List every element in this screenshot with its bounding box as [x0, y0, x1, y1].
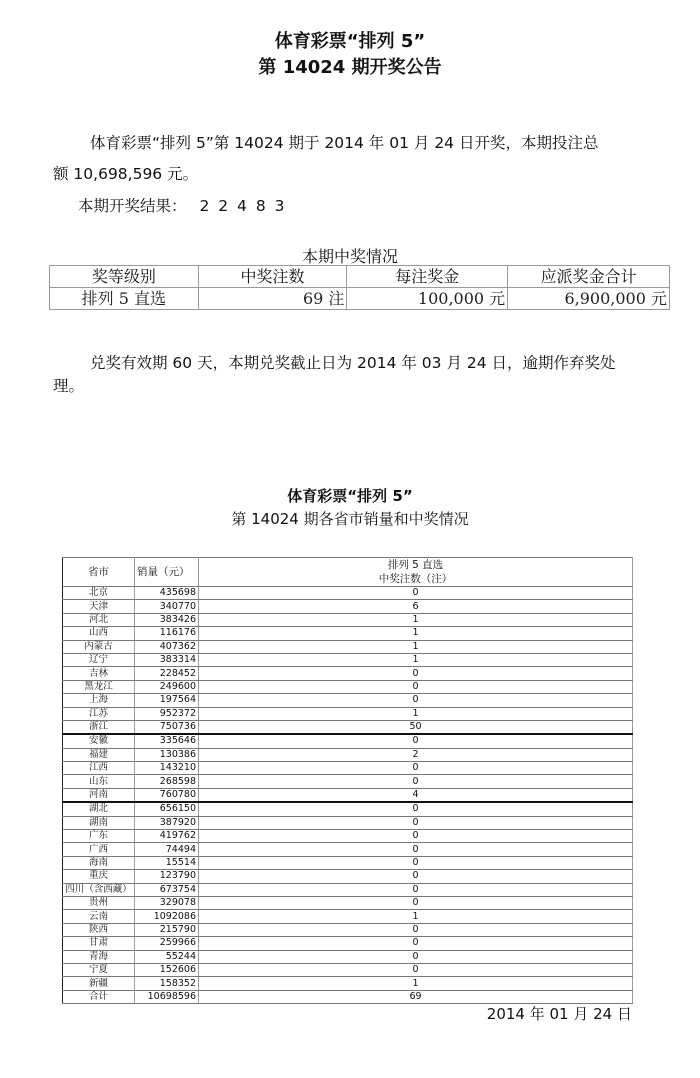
province-wins: 0: [199, 667, 633, 680]
province-wins: 0: [199, 816, 633, 829]
province-row: [63, 830, 633, 843]
province-name: 上海: [63, 694, 135, 707]
province-row: [63, 734, 633, 748]
province-name: 山西: [63, 627, 135, 640]
province-name: 安徽: [63, 734, 135, 748]
province-row: [63, 775, 633, 788]
header-level: 奖等级别: [50, 266, 199, 288]
province-sales: 383314: [135, 653, 199, 666]
province-sales: 143210: [135, 762, 199, 775]
province-wins: 69: [199, 990, 633, 1003]
province-name: 广西: [63, 843, 135, 856]
province-row: [63, 950, 633, 963]
province-name: 河南: [63, 788, 135, 802]
province-sales: 215790: [135, 923, 199, 936]
header-total: 应派奖金合计: [508, 266, 670, 288]
province-wins: 0: [199, 762, 633, 775]
header-sales: 销量（元）: [135, 558, 199, 587]
province-row: [63, 667, 633, 680]
province-row: [63, 720, 633, 734]
province-sales: 419762: [135, 830, 199, 843]
province-row: [63, 653, 633, 666]
prize-amount: 100,000 元: [347, 288, 508, 310]
province-sales: 387920: [135, 816, 199, 829]
province-row: [63, 802, 633, 816]
prize-level: 排列 5 直选: [50, 288, 199, 310]
prize-table: [49, 265, 670, 310]
province-wins: 1: [199, 640, 633, 653]
province-sales: 656150: [135, 802, 199, 816]
province-row: [63, 870, 633, 883]
province-name: 湖南: [63, 816, 135, 829]
province-sales: 340770: [135, 600, 199, 613]
prize-table-header: [50, 266, 670, 288]
announcement-date: 2014 年 01 月 24 日: [486, 1005, 632, 1023]
province-name: 青海: [63, 950, 135, 963]
header-count: 中奖注数: [198, 266, 347, 288]
province-name: 浙江: [63, 720, 135, 734]
province-row: [63, 640, 633, 653]
province-row: [63, 963, 633, 976]
province-sales: 673754: [135, 883, 199, 896]
province-wins: 0: [199, 830, 633, 843]
province-name: 天津: [63, 600, 135, 613]
province-wins: 0: [199, 883, 633, 896]
province-table-header: [63, 558, 633, 587]
prize-count: 69 注: [198, 288, 347, 310]
draw-result-numbers: 2 2 4 8 3: [199, 197, 287, 215]
province-name: 河北: [63, 613, 135, 626]
province-name: 福建: [63, 748, 135, 761]
province-name: 陕西: [63, 923, 135, 936]
header-wins: [199, 558, 633, 587]
province-sales: 15514: [135, 856, 199, 869]
province-name: 黑龙江: [63, 680, 135, 693]
province-row: [63, 856, 633, 869]
province-sales: 383426: [135, 613, 199, 626]
province-row: [63, 910, 633, 923]
prize-table-caption: 本期中奖情况: [301, 247, 398, 266]
province-name: 辽宁: [63, 653, 135, 666]
province-total-row: [63, 990, 633, 1003]
header-prize: 每注奖金: [347, 266, 508, 288]
header-wins-line-2: 中奖注数（注）: [378, 573, 453, 585]
province-name: 宁夏: [63, 963, 135, 976]
intro-line-2: 额 10,698,596 元。: [53, 165, 199, 183]
province-sales: 249600: [135, 680, 199, 693]
province-sales: 760780: [135, 788, 199, 802]
province-name: 贵州: [63, 896, 135, 909]
province-sales: 1092086: [135, 910, 199, 923]
province-sales: 116176: [135, 627, 199, 640]
province-wins: 0: [199, 843, 633, 856]
province-wins: 50: [199, 720, 633, 734]
province-name: 湖北: [63, 802, 135, 816]
province-sales: 407362: [135, 640, 199, 653]
province-sales: 750736: [135, 720, 199, 734]
province-name: 云南: [63, 910, 135, 923]
prize-total: 6,900,000 元: [508, 288, 670, 310]
province-sales: 197564: [135, 694, 199, 707]
announcement-subtitle: 第 14024 期开奖公告: [258, 57, 442, 78]
province-row: [63, 762, 633, 775]
province-wins: 1: [199, 707, 633, 720]
province-wins: 4: [199, 788, 633, 802]
announcement-title: 体育彩票“排列 5”: [274, 31, 426, 52]
province-row: [63, 816, 633, 829]
province-row: [63, 587, 633, 600]
province-row: [63, 707, 633, 720]
province-wins: 0: [199, 937, 633, 950]
draw-result-label: 本期开奖结果：: [78, 197, 187, 215]
notice-line-2: 理。: [53, 377, 85, 395]
province-wins: 0: [199, 870, 633, 883]
province-row: [63, 788, 633, 802]
province-table: [62, 557, 633, 1004]
province-section-subtitle: 第 14024 期各省市销量和中奖情况: [231, 510, 469, 528]
province-name: 江苏: [63, 707, 135, 720]
province-wins: 0: [199, 923, 633, 936]
province-wins: 0: [199, 856, 633, 869]
province-row: [63, 923, 633, 936]
intro-line-1: 体育彩票“排列 5”第 14024 期于 2014 年 01 月 24 日开奖，本期投注总: [90, 134, 599, 152]
province-wins: 2: [199, 748, 633, 761]
province-table-body: [63, 587, 633, 1004]
province-row: [63, 977, 633, 990]
province-row: [63, 896, 633, 909]
province-wins: 6: [199, 600, 633, 613]
province-sales: 268598: [135, 775, 199, 788]
province-row: [63, 613, 633, 626]
province-sales: 74494: [135, 843, 199, 856]
province-sales: 55244: [135, 950, 199, 963]
province-row: [63, 883, 633, 896]
province-wins: 0: [199, 694, 633, 707]
province-wins: 0: [199, 680, 633, 693]
province-sales: 435698: [135, 587, 199, 600]
province-wins: 0: [199, 802, 633, 816]
province-row: [63, 627, 633, 640]
header-wins-line-1: 排列 5 直选: [387, 559, 444, 571]
province-row: [63, 748, 633, 761]
draw-result: [78, 193, 286, 219]
province-row: [63, 937, 633, 950]
province-wins: 0: [199, 963, 633, 976]
province-name: 广东: [63, 830, 135, 843]
province-sales: 329078: [135, 896, 199, 909]
province-row: [63, 680, 633, 693]
notice-line-1: 兑奖有效期 60 天，本期兑奖截止日为 2014 年 03 月 24 日，逾期作弃奖处: [90, 354, 616, 372]
province-sales: 152606: [135, 963, 199, 976]
province-name: 合计: [63, 990, 135, 1003]
province-row: [63, 843, 633, 856]
province-wins: 0: [199, 775, 633, 788]
province-wins: 1: [199, 910, 633, 923]
province-name: 新疆: [63, 977, 135, 990]
province-wins: 1: [199, 627, 633, 640]
province-sales: 228452: [135, 667, 199, 680]
province-name: 重庆: [63, 870, 135, 883]
province-name: 海南: [63, 856, 135, 869]
province-section-title: 体育彩票“排列 5”: [287, 487, 413, 505]
province-wins: 1: [199, 613, 633, 626]
province-sales: 158352: [135, 977, 199, 990]
province-name: 内蒙古: [63, 640, 135, 653]
province-name: 北京: [63, 587, 135, 600]
province-wins: 0: [199, 896, 633, 909]
header-province: 省市: [63, 558, 135, 587]
province-wins: 0: [199, 734, 633, 748]
province-sales: 335646: [135, 734, 199, 748]
province-name: 江西: [63, 762, 135, 775]
province-wins: 1: [199, 977, 633, 990]
province-name: 四川（含西藏）: [63, 883, 135, 896]
province-wins: 1: [199, 653, 633, 666]
province-row: [63, 600, 633, 613]
province-name: 吉林: [63, 667, 135, 680]
province-sales: 952372: [135, 707, 199, 720]
province-name: 甘肃: [63, 937, 135, 950]
province-sales: 259966: [135, 937, 199, 950]
province-name: 山东: [63, 775, 135, 788]
province-row: [63, 694, 633, 707]
province-sales: 123790: [135, 870, 199, 883]
province-wins: 0: [199, 950, 633, 963]
prize-row: [50, 288, 670, 310]
province-sales: 10698596: [135, 990, 199, 1003]
province-wins: 0: [199, 587, 633, 600]
province-sales: 130386: [135, 748, 199, 761]
